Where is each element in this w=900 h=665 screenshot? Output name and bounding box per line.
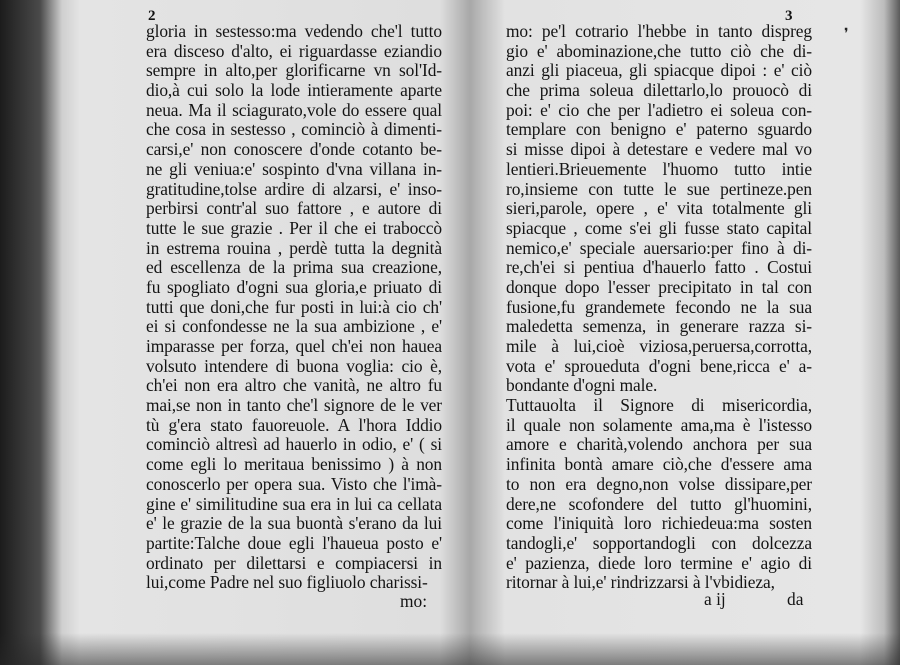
text-line: e' le grazie de la sua buontà s'erano da lui [146, 513, 442, 534]
text-line: re,ch'ei si pentiua d'hauerlo fatto . Costui [506, 257, 812, 278]
text-line: ch'ei non era altro che vanità, ne altro fu [146, 375, 442, 396]
text-line: gloria in sestesso:ma vedendo che'l tutto [146, 21, 442, 41]
text-line: tutte le sue grazie . Per il che ei traboccò [146, 217, 442, 238]
text-line: ne gli veniua:e' sospinto d'vna villana in- [146, 158, 442, 179]
text-line: lentieri.Brieuemente l'huomo tutto intie [506, 158, 812, 179]
signature-mark: a ij [704, 589, 726, 609]
catchword-right: da [787, 589, 804, 609]
text-line: partite:Talche doue egli l'haueua posto e' [146, 532, 442, 553]
text-line: spiacque , come s'ei gli fusse stato capital [506, 217, 812, 238]
right-page-text [506, 22, 812, 593]
text-line: gine e' similitudine sua era in lui ca cellata [146, 493, 442, 514]
text-line: gratitudine,tolse ardire di alzarsi, e' inso- [146, 178, 442, 199]
text-line: vota e' sproueduta d'ogni bene,ricca e' a- [506, 355, 812, 376]
text-line: e' pazienza, diede loro termine e' agio di [506, 552, 812, 573]
text-line: ed escellenza de la prima sua creazione, [146, 257, 442, 278]
text-line: fu spogliato d'ogni sua gloria,e priuato di [146, 276, 442, 297]
text-line: infinita bontà amare ciò,che d'essere ama [506, 454, 812, 475]
text-line: mo: pe'l cotrario l'hebbe in tanto dispreg [506, 21, 812, 41]
text-line: neua. Ma il sciagurato,vole do essere qual [146, 99, 442, 120]
text-line: tandogli,e' sopportandogli con dolcezza [506, 532, 812, 553]
text-line: bondante d'ogni male. [506, 375, 658, 396]
page-number-left: 2 [148, 8, 156, 24]
margin-mark: ❜ [844, 27, 849, 42]
text-line: ordinato per dilettarsi e compiacersi in [146, 552, 442, 573]
text-line: volsuto intendere di buona voglia: cio è, [146, 355, 442, 376]
text-line: ro,insieme con tutte le sue pertineze.pen [506, 178, 812, 199]
text-line: gio e' abominazione,che tutto ciò che di- [506, 40, 812, 61]
text-line: come egli lo meritaua benissimo ) à non [146, 454, 442, 475]
text-line: dio,à cui solo la lode intieramente aparte [146, 80, 442, 101]
text-line: tù g'era stato fauoreuole. A l'hora Iddio [146, 414, 442, 435]
text-line: anzi gli piaceua, gli spiacque dipoi : e' ciò [506, 60, 812, 81]
text-line: sempre in alto,per glorificarne vn sol'Id- [146, 60, 442, 81]
text-line: era disceso d'alto, ei riguardasse eziandio [146, 40, 442, 61]
left-page-text [146, 22, 442, 593]
text-line: si misse dipoi à detestare e vedere mal vo [506, 139, 812, 160]
text-line: Tuttauolta il Signore di misericordia, [506, 395, 812, 416]
text-line: ei si confondesse ne la sua ambizione , e' [146, 316, 442, 337]
text-line: donque dopo l'esser precipitato in tal con [506, 276, 812, 297]
text-line: templare con benigno e' paterno sguardo [506, 119, 812, 140]
text-line: carsi,e' non conoscere d'onde cotanto be- [146, 139, 442, 160]
text-line: che prima soleua dilettarlo,lo prouocò di [506, 80, 812, 101]
right-page [478, 0, 883, 665]
text-line: come l'iniquità loro richiedeua:ma sosten [506, 513, 812, 534]
left-page [60, 0, 472, 665]
text-line: nemico,e' speciale auersario:per fino à di- [506, 237, 812, 258]
text-line: imparasse per forza, quel ch'ei non haueа [146, 336, 442, 356]
text-line: dere,ne scofondere del tutto gl'huomini, [506, 493, 812, 514]
text-line: mile à lui,cioè viziosa,peruersa,corrotta, [506, 336, 812, 356]
text-line: lui,come Padre nel suo figliuolo charissi- [146, 572, 428, 593]
page-number-right: 3 [785, 8, 793, 24]
text-line: conoscerlo per opera sua. Visto che l'imà- [146, 473, 442, 494]
text-line: in estrema rouina , perdè tutta la degnità [146, 237, 442, 258]
text-line: amore e charità,volendo anchora per sua [506, 434, 812, 455]
text-line: il quale non solamente ama,ma è l'istesso [506, 414, 812, 435]
text-line: maledetta semenza, in generare razza si- [506, 316, 812, 337]
text-line: che cosa in sestesso , cominciò à dimenti- [146, 119, 442, 140]
text-line: cominciò altresì ad hauerlo in odio, e' ( si [146, 434, 442, 455]
text-line: poi: e' cio che per l'adietro ei soleua con- [506, 99, 812, 120]
text-line: mai,se non in tanto che'l signore de le ver [146, 395, 442, 416]
text-line: fusione,fu grandemete fecondo ne la sua [506, 296, 812, 317]
catchword-left: mo: [400, 591, 428, 611]
text-line: sieri,parole, opere , e' vita totalmente gli [506, 198, 812, 219]
text-line: tutti que doni,che fur posti in lui:à cio ch' [146, 296, 442, 317]
text-line: ritornar à lui,e' rindrizzarsi à l'vbidieza, [506, 572, 775, 593]
text-line: perbirsi contr'al suo fattore , e autore di [146, 198, 442, 219]
text-line: to non era degno,non volse dissipare,per [506, 473, 812, 494]
